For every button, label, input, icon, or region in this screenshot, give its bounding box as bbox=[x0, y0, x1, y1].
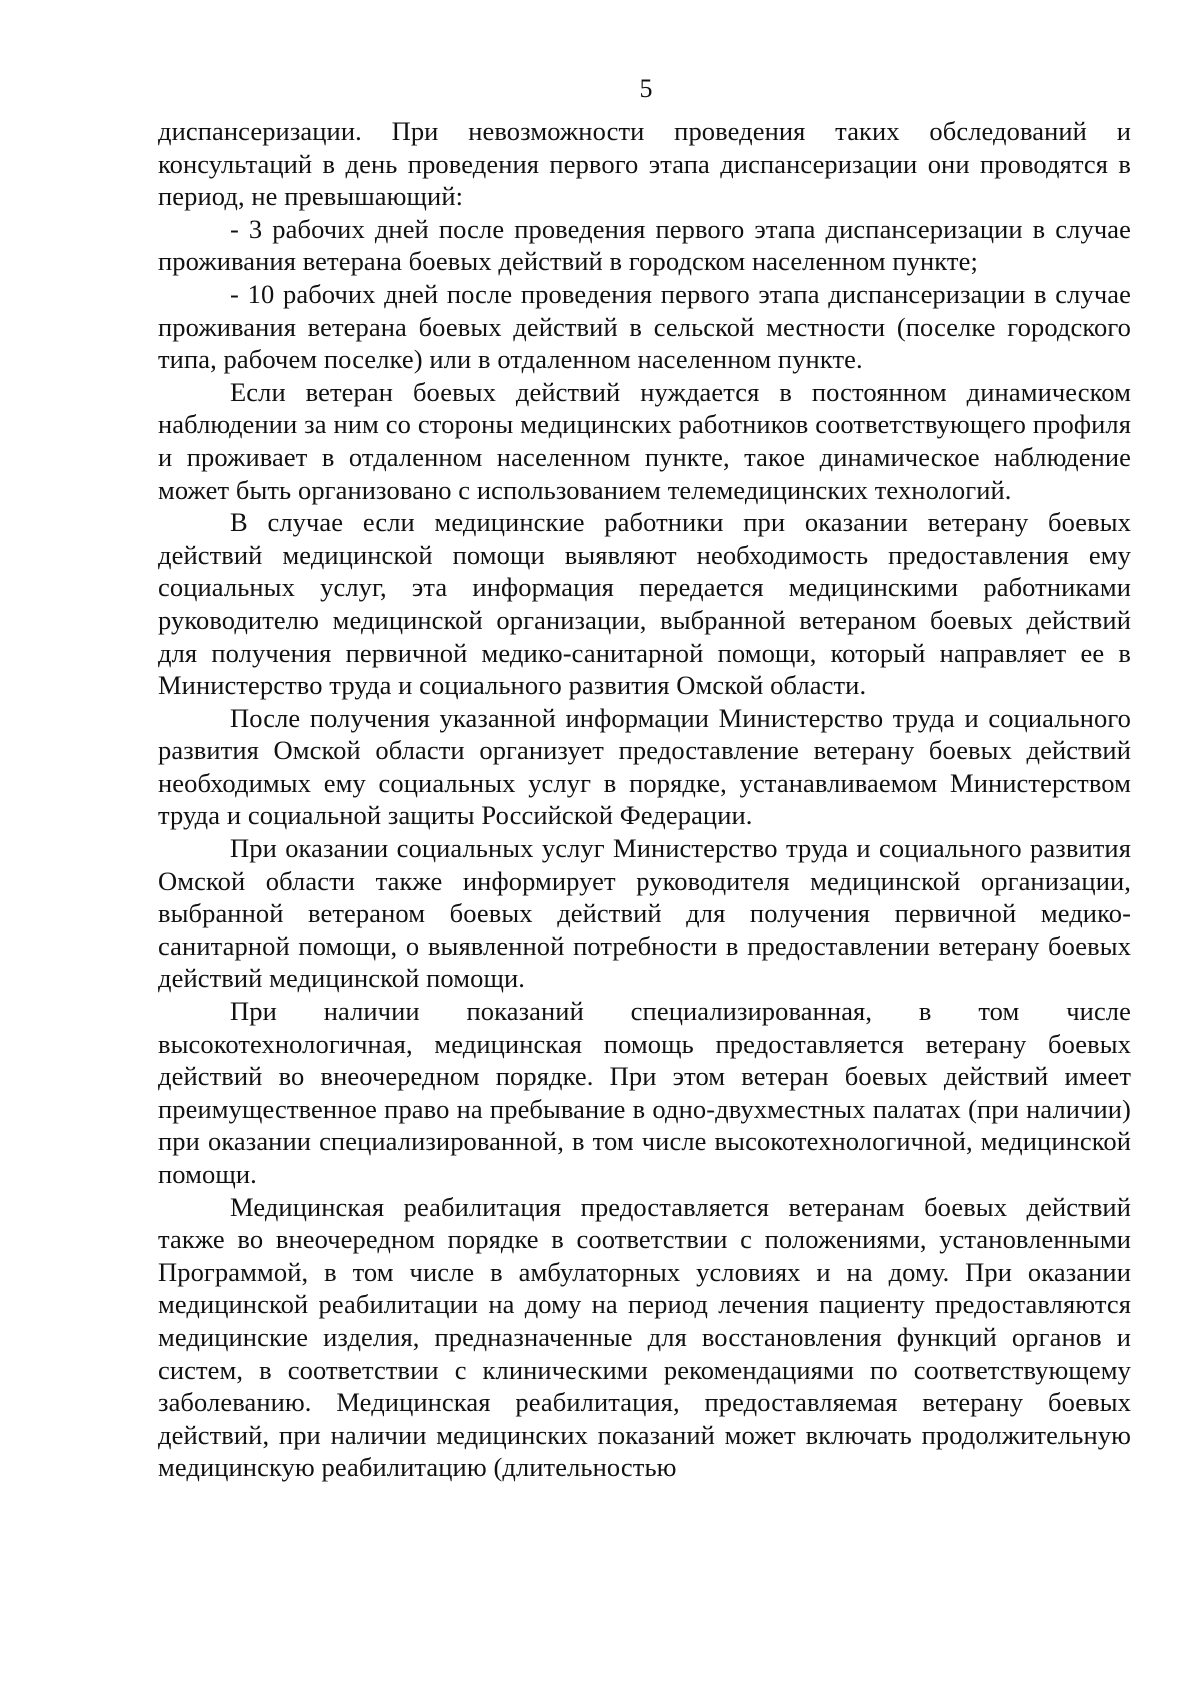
paragraph-social-services-need: В случае если медицинские работники при оказании ветерану боевых действий медицинской помощи выявляют необходимость предоставления ему социальных услуг, эта информация передается медицинскими работниками руководителю медицинской организации, выбранной ветераном боевых действий для получения первичной медико-санитарной помощи, который направляет ее в Министерство труда и социального развития Омской области. bbox=[158, 507, 1131, 701]
paragraph-ministry-provision: После получения указанной информации Министерство труда и социального развития Омской области организует предоставление ветерану боевых действий необходимых ему социальных услуг в порядке, устанавливаемом Министерством труда и социальной защиты Российской Федерации. bbox=[158, 702, 1131, 831]
list-item-urban: - 3 рабочих дней после проведения первого этапа диспансеризации в случае проживания ветерана боевых действий в городском населенном пункте; bbox=[158, 213, 1131, 277]
paragraph-telemedicine: Если ветеран боевых действий нуждается в постоянном динамическом наблюдении за ним со стороны медицинских работников соответствующего профиля и проживает в отдаленном населенном пункте, такое динамическое наблюдение может быть организовано с использованием телемедицинских технологий. bbox=[158, 376, 1131, 505]
paragraph-ministry-informs: При оказании социальных услуг Министерство труда и социального развития Омской области также информирует руководителя медицинской организации, выбранной ветераном боевых действий для получения первичной медико-санитарной помощи, о выявленной потребности в предоставлении ветерану боевых действий медицинской помощи. bbox=[158, 833, 1131, 994]
document-body bbox=[158, 115, 1131, 1484]
page-number: 5 bbox=[639, 74, 653, 103]
list-item-rural: - 10 рабочих дней после проведения первого этапа диспансеризации в случае проживания ветерана боевых действий в сельской местности (поселке городского типа, рабочем поселке) или в отдаленном населенном пункте. bbox=[158, 278, 1131, 375]
paragraph-specialized-care: При наличии показаний специализированная, в том числе высокотехнологичная, медицинская помощь предоставляется ветерану боевых действий во внеочередном порядке. При этом ветеран боевых действий имеет преимущественное право на пребывание в одно-двухместных палатах (при наличии) при оказании специализированной, в том числе высокотехнологичной, медицинской помощи. bbox=[158, 996, 1131, 1189]
paragraph-rehabilitation: Медицинская реабилитация предоставляется ветеранам боевых действий также во внеочередном порядке в соответствии с положениями, установленными Программой, в том числе в амбулаторных условиях и на дому. При оказании медицинской реабилитации на дому на период лечения пациенту предоставляются медицинские изделия, предназначенные для восстановления функций органов и систем, в соответствии с клиническими рекомендациями по соответствующему заболеванию. Медицинская реабилитация, предоставляемая ветерану боевых действий, при наличии медицинских показаний может включать продолжительную медицинскую реабилитацию (длительностью bbox=[158, 1191, 1131, 1483]
paragraph-continuation: диспансеризации. При невозможности проведения таких обследований и консультаций в день проведения первого этапа диспансеризации они проводятся в период, не превышающий: bbox=[158, 116, 1131, 212]
